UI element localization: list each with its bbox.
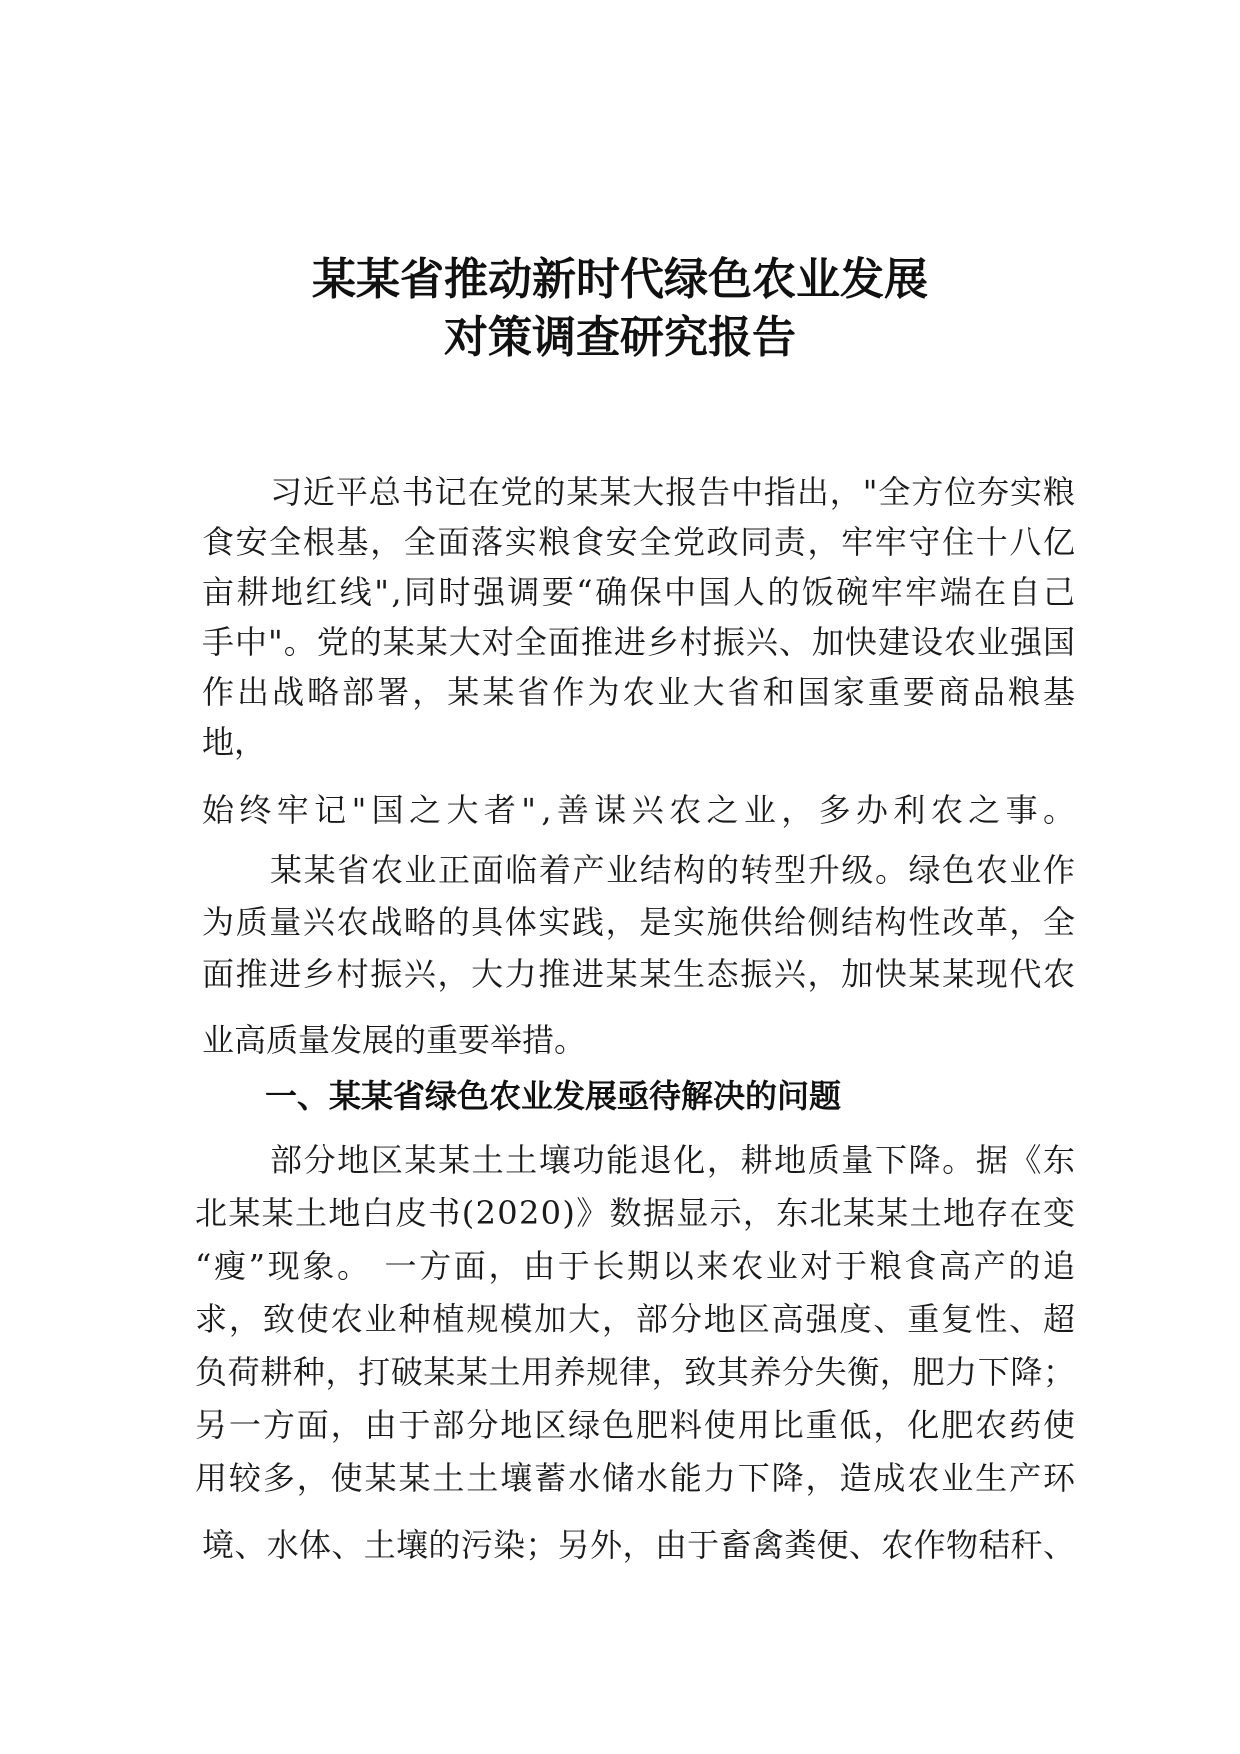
paragraph-3-line: 面推进乡村振兴，大力推进某某生态振兴，加快某某现代农	[202, 955, 1077, 993]
paragraph-4-line: 用较多，使某某土土壤蓄水储水能力下降，造成农业生产环	[195, 1459, 1077, 1497]
paragraph-4-line: 境、水体、土壤的污染；另外，由于畜禽粪便、农作物秸秆、	[202, 1526, 1076, 1564]
paragraph-3-line: 某某省农业正面临着产业结构的转型升级。绿色农业作	[270, 851, 1077, 889]
report-title-line-2: 对策调查研究报告	[444, 312, 796, 363]
paragraph-1-line: 习近平总书记在党的某某大报告中指出，"全方位夯实粮	[270, 473, 1076, 511]
paragraph-1-line: 亩耕地红线",同时强调要“确保中国人的饭碗牢牢端在自己	[202, 573, 1078, 611]
paragraph-2-line: 始终牢记"国之大者",善谋兴农之业，多办利农之事。	[202, 791, 1081, 829]
report-title-line-1: 某某省推动新时代绿色农业发展	[312, 254, 928, 305]
paragraph-1-line: 手中"。党的某某大对全面推进乡村振兴、加快建设农业强国	[202, 623, 1076, 661]
paragraph-4-line: “瘦”现象。 一方面，由于长期以来农业对于粮食高产的追	[195, 1247, 1078, 1285]
paragraph-1-line: 作出战略部署，某某省作为农业大省和国家重要商品粮基	[202, 673, 1079, 711]
paragraph-4-line: 另一方面，由于部分地区绿色肥料使用比重低，化肥农药使	[195, 1406, 1077, 1444]
paragraph-4-line: 求，致使农业种植规模加大，部分地区高强度、重复性、超	[195, 1300, 1077, 1338]
section-heading: 一、某某省绿色农业发展亟待解决的问题	[265, 1077, 842, 1115]
paragraph-4-line: 北某某土地白皮书(2020)》数据显示，东北某某土地存在变	[195, 1194, 1077, 1232]
paragraph-3-line: 为质量兴农战略的具体实践，是实施供给侧结构性改革，全	[202, 903, 1077, 941]
paragraph-1-line: 食安全根基，全面落实粮食安全党政同责，牢牢守住十八亿	[202, 523, 1077, 561]
paragraph-4-line: 部分地区某某土土壤功能退化，耕地质量下降。据《东	[270, 1141, 1077, 1179]
paragraph-1-line: 地，	[202, 723, 267, 761]
paragraph-3-line: 业高质量发展的重要举措。	[202, 1021, 587, 1059]
paragraph-4-line: 负荷耕种，打破某某土用养规律，致其养分失衡，肥力下降；	[195, 1353, 1076, 1391]
